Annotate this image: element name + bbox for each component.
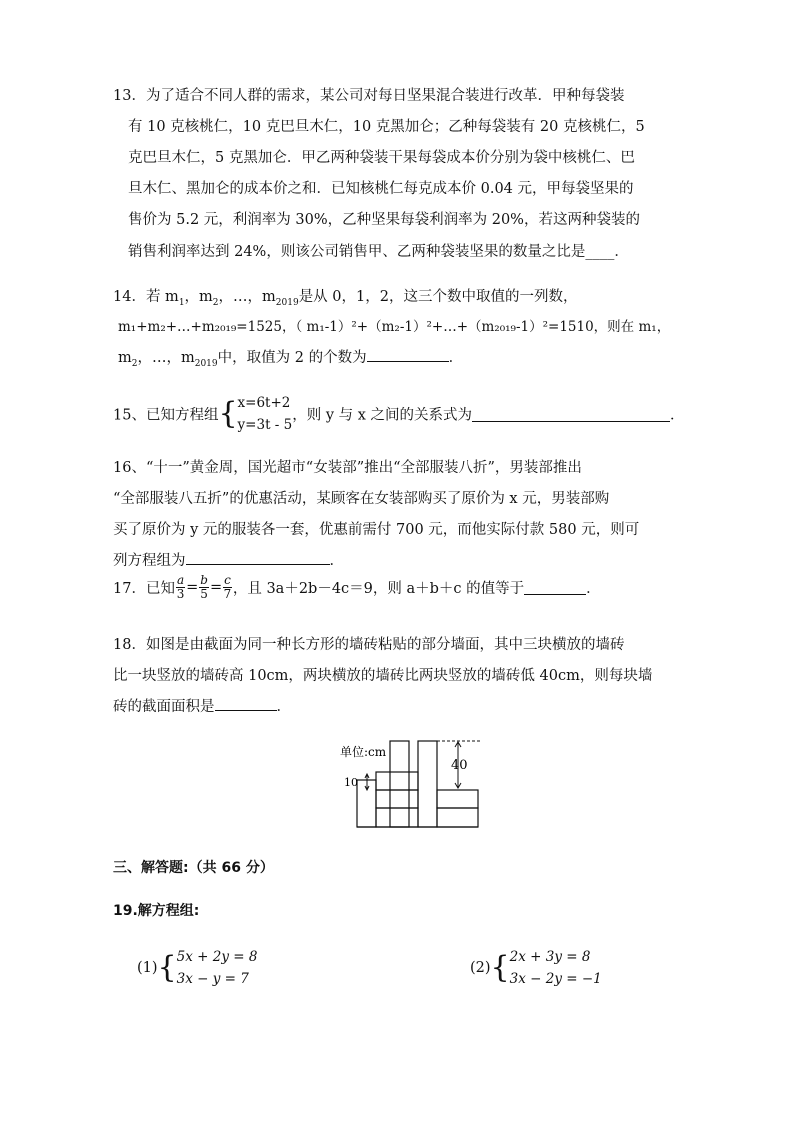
equation: 3x − y = 7 — [176, 971, 249, 987]
q14-line-2: m₁+m₂+…+m₂₀₁₉=1525，（ m₁-1）²+（m₂-1）²+…+（m₂₀₁₉-1）²=1510，则在 m₁， — [118, 319, 671, 335]
q19-title: 19.解方程组: — [113, 903, 200, 919]
q16-line: 16、“十一”黄金周，国光超市“女装部”推出“全部服装八折”，男装部推出 — [113, 460, 582, 476]
q13-line: 售价为 5.2 元，利润率为 30%，乙种坚果每袋利润率为 20%，若这两种袋装的 — [128, 212, 640, 228]
numerator: b — [200, 573, 208, 587]
equation-system — [177, 946, 258, 990]
q14-text: ，m — [184, 289, 213, 305]
q14-text: 中，取值为 2 的个数为 — [217, 350, 367, 366]
subscript: 2 — [212, 297, 219, 308]
section-heading: 三、解答题:（共 66 分） — [113, 860, 274, 876]
brace-icon: { — [157, 950, 177, 985]
brick-vertical — [418, 741, 437, 827]
denominator: 3 — [176, 587, 185, 601]
denominator: 5 — [200, 587, 208, 601]
brick-vertical — [390, 741, 409, 827]
subscript: 2019 — [194, 358, 218, 369]
equation: x=6t+2 — [237, 395, 291, 411]
answer-blank[interactable] — [472, 407, 670, 422]
brick-wall-figure — [340, 732, 500, 834]
subscript: 1 — [178, 297, 185, 308]
question-17 — [113, 574, 601, 601]
question-15 — [113, 392, 685, 436]
q15-text: ． — [670, 407, 685, 424]
q18-text: ． — [276, 699, 291, 715]
q17-text: 17．已知 — [113, 581, 175, 597]
subscript: 2 — [131, 358, 138, 369]
brick-horizontal — [376, 790, 418, 808]
dimension-40-label: 40 — [451, 758, 468, 773]
q13-line: 有 10 克核桃仁，10 克巴旦木仁，10 克黑加仑；乙种每袋装有 20 克核桃仁，5 — [128, 119, 645, 135]
equation-system — [510, 946, 602, 990]
brick-horizontal — [376, 808, 418, 827]
q14-text: m — [118, 350, 132, 366]
q18-line: 18．如图是由截面为同一种长方形的墙砖粘贴的部分墙面，其中三块横放的墙砖 — [113, 637, 625, 653]
subscript: 2019 — [275, 297, 299, 308]
q18-line: 比一块竖放的墙砖高 10cm，两块横放的墙砖比两块竖放的墙砖低 40cm，则每块墙 — [113, 668, 653, 684]
q14-line-3 — [118, 346, 463, 369]
brace-icon: { — [218, 396, 238, 431]
q14-text: 是从 0，1，2，这三个数中取值的一列数， — [298, 289, 578, 305]
fraction — [199, 574, 209, 601]
q15-text: ，则 y 与 x 之间的关系式为 — [292, 407, 473, 424]
q14-text: ． — [448, 350, 464, 366]
q16-line-4 — [113, 549, 344, 570]
part-label: (1) — [137, 960, 158, 976]
q14-text: ，…，m — [218, 289, 276, 305]
q16-line: “全部服装八五折”的优惠活动，某顾客在女装部购买了原价为 x 元，男装部购 — [113, 491, 610, 507]
q13-line: 13．为了适合不同人群的需求，某公司对每日坚果混合装进行改革．甲种每袋装 — [113, 88, 625, 104]
equation: y=3t - 5 — [237, 417, 293, 433]
answer-blank[interactable] — [524, 580, 586, 595]
q19-part-2 — [470, 946, 602, 990]
q14-text: 14．若 m — [113, 289, 179, 305]
q16-text: 列方程组为 — [113, 553, 186, 569]
brace-icon: { — [490, 950, 510, 985]
q17-text: ． — [586, 581, 601, 597]
q14-line-1 — [113, 285, 577, 308]
q18-line-3 — [113, 695, 291, 716]
q19-part-1 — [137, 946, 257, 990]
q17-text: ，且 3a＋2b－4c＝9，则 a＋b＋c 的值等于 — [232, 581, 525, 597]
q16-line: 买了原价为 y 元的服装各一套，优惠前需付 700 元，而他实际付款 580 元，则可 — [113, 522, 640, 538]
q13-line: 旦木仁、黑加仑的成本价之和．已知核桃仁每克成本价 0.04 元，甲每袋坚果的 — [128, 181, 634, 197]
equation: 3x − 2y = −1 — [509, 971, 602, 987]
q15-text: 15、已知方程组 — [113, 407, 219, 424]
denominator: 7 — [223, 587, 232, 601]
dimension-10-label: 10 — [344, 776, 358, 789]
equation: 5x + 2y = 8 — [176, 949, 258, 965]
answer-blank[interactable] — [215, 696, 277, 711]
brick-horizontal — [437, 790, 478, 808]
fraction — [223, 574, 232, 601]
q13-line: 销售利润率达到 24%，则该公司销售甲、乙两种袋装坚果的数量之比是____． — [128, 244, 629, 260]
q16-text: ． — [329, 553, 344, 569]
brick-horizontal — [437, 808, 478, 827]
equals: = — [186, 579, 199, 596]
numerator: a — [176, 573, 185, 587]
equation-system — [238, 392, 293, 436]
brick-horizontal — [376, 772, 418, 790]
answer-blank[interactable] — [367, 347, 449, 362]
q14-text: ，…，m — [137, 350, 195, 366]
q18-text: 砖的截面面积是 — [113, 699, 215, 715]
equals: = — [209, 579, 223, 596]
part-label: (2) — [470, 960, 491, 976]
fraction — [176, 574, 185, 601]
numerator: c — [224, 573, 231, 587]
answer-blank[interactable] — [186, 550, 330, 565]
equation: 2x + 3y = 8 — [509, 949, 591, 965]
unit-label: 单位:cm — [340, 745, 387, 759]
q13-line: 克巴旦木仁，5 克黑加仑．甲乙两种袋装干果每袋成本价分别为袋中核桃仁、巴 — [128, 150, 635, 166]
